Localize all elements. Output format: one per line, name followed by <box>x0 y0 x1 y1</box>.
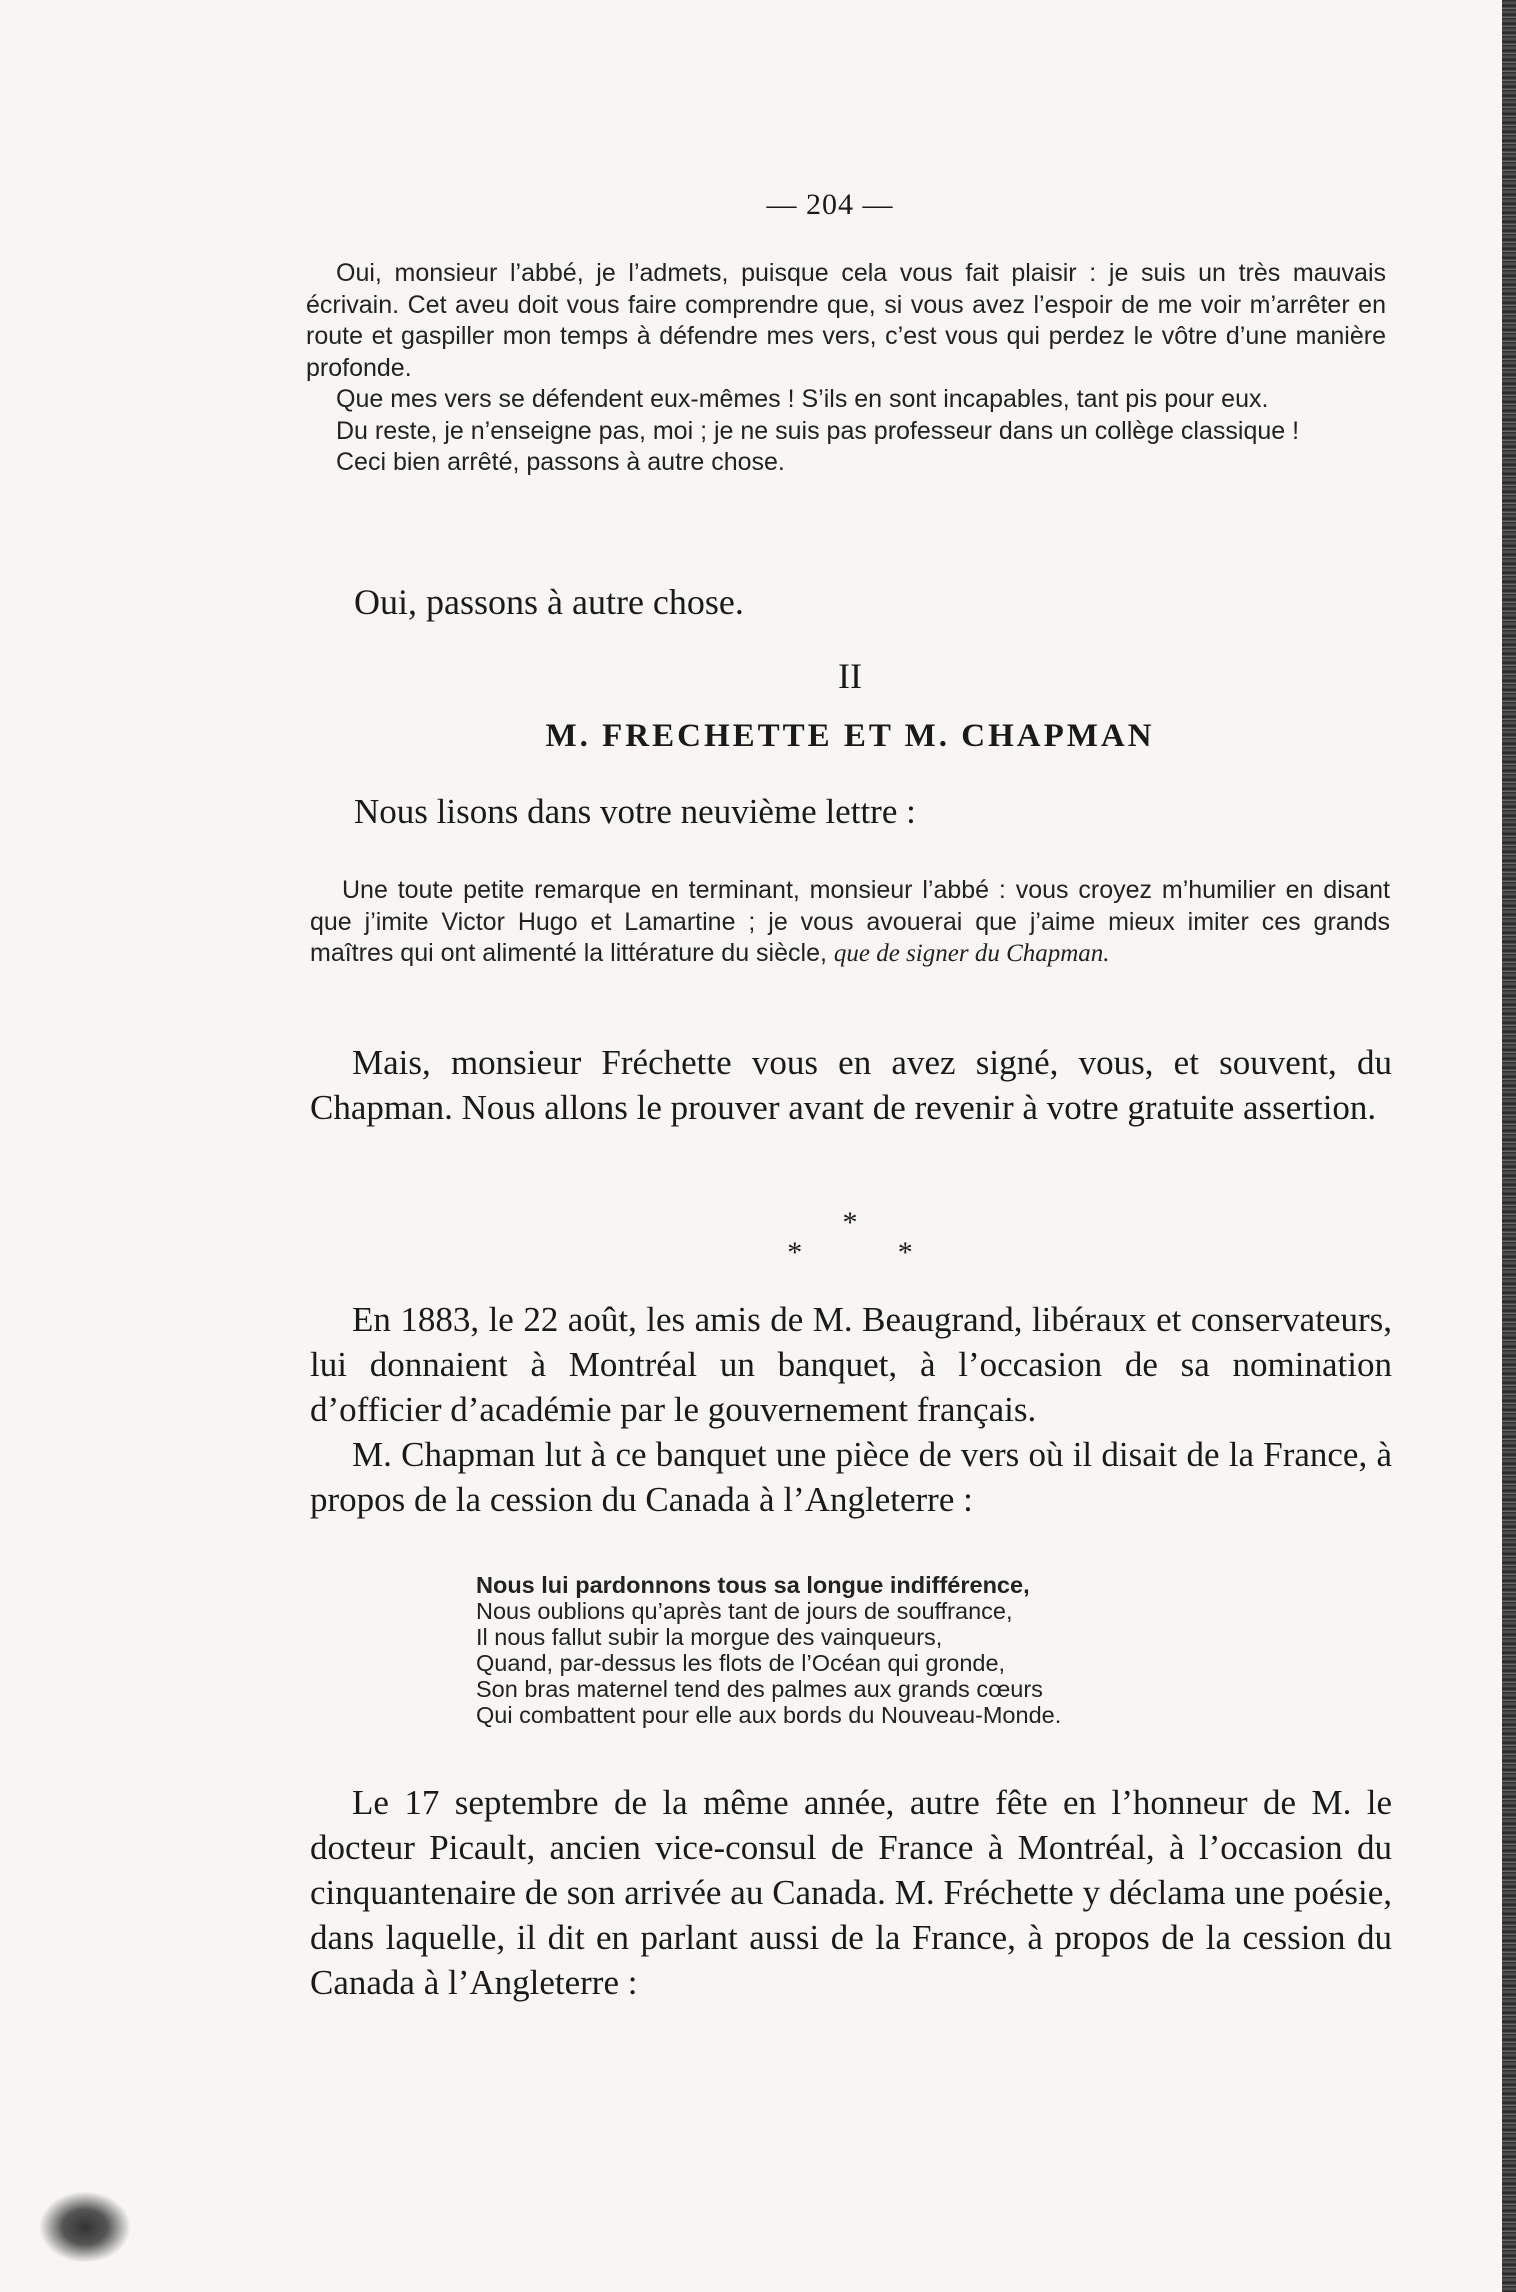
quote-line-4: Ceci bien arrêté, passons à autre chose. <box>336 448 785 476</box>
poem-block <box>476 1572 1356 1728</box>
body-paragraph-2: En 1883, le 22 août, les amis de M. Beaugrand, libéraux et conservateurs, lui donnaient à Montréal un banquet, à l’occasion de sa nomination d’officier d’académie par le gouvernement français. <box>310 1300 1392 1429</box>
section-number: II <box>838 656 862 696</box>
body-paragraph-1-block <box>310 1040 1392 1130</box>
page-number: — 204 — <box>766 188 894 221</box>
quote-line-2: Que mes vers se défendent eux-mêmes ! S’ils en sont incapables, tant pis pour eux. <box>336 385 1269 413</box>
citation-block <box>310 875 1390 970</box>
asterism <box>0 1208 1516 1268</box>
quote-line-3: Du reste, je n’enseigne pas, moi ; je ne suis pas professeur dans un collège classique ! <box>336 416 1300 445</box>
asterism-left: * <box>787 1236 803 1269</box>
citation-paragraph <box>310 875 1390 970</box>
body-paragraph-3: M. Chapman lut à ce banquet une pièce de vers où il disait de la France, à propos de la cession du Canada à l’Angleterre : <box>310 1435 1392 1519</box>
body-paragraph-4-block <box>310 1780 1392 2005</box>
body-paragraph-4: Le 17 septembre de la même année, autre fête en l’honneur de M. le docteur Picault, ancien vice-consul de France à Montréal, à l’occasion du cinquantenaire de son arrivée au Canada. M. Fréchette y déclama une poésie, dans laquelle, il dit en parlant aussi de la France, à propos de la cession du Canada à l’Angleterre : <box>310 1783 1392 2002</box>
opening-paragraph: Oui, monsieur l’abbé, je l’admets, puisque cela vous fait plaisir : je suis un très mauvais écrivain. Cet aveu doit vous faire comprendre que, si vous avez l’espoir de me voir m’arrêter en route et gaspiller mon temps à défendre mes vers, c’est vous qui perdez le vôtre d’une manière profonde. <box>306 259 1386 382</box>
body-paragraph-1: Mais, monsieur Fréchette vous en avez signé, vous, et souvent, du Chapman. Nous allons le prouver avant de revenir à votre gratuite assertion. <box>310 1043 1392 1127</box>
opening-quote-block <box>306 258 1386 479</box>
poem-line: Quand, par-dessus les flots de l’Océan qui gronde, <box>476 1650 1006 1676</box>
poem-line: Il nous fallut subir la morgue des vainqueurs, <box>476 1624 943 1650</box>
asterism-right: * <box>897 1236 913 1269</box>
poem-line: Nous oublions qu’après tant de jours de souffrance, <box>476 1598 1013 1624</box>
asterism-top: * <box>842 1206 858 1239</box>
citation-italic: que de signer du Chapman. <box>833 940 1110 967</box>
poem-line: Qui combattent pour elle aux bords du Nouveau-Monde. <box>476 1702 1062 1728</box>
citation-text: Une toute petite remarque en terminant, monsieur l’abbé : vous croyez m’humilier en disant que j’imite Victor Hugo et Lamartine ; je vous avouerai que j’aime mieux imiter ces grands maîtres qui ont alimenté la littérature du siècle, <box>310 876 1390 967</box>
poem-line: Nous lui pardonnons tous sa longue indifférence, <box>476 1572 1030 1598</box>
asterism-row <box>0 1238 1516 1268</box>
body-paragraphs-2-3-block <box>310 1297 1392 1522</box>
intro-line: Nous lisons dans votre neuvième lettre : <box>354 792 916 831</box>
poem-line: Son bras maternel tend des palmes aux grands cœurs <box>476 1676 1043 1702</box>
corner-smudge <box>40 2192 130 2262</box>
reply-line: Oui, passons à autre chose. <box>354 582 744 622</box>
section-title: M. FRECHETTE ET M. CHAPMAN <box>545 718 1155 754</box>
page-edge-shadow <box>1502 0 1516 2292</box>
